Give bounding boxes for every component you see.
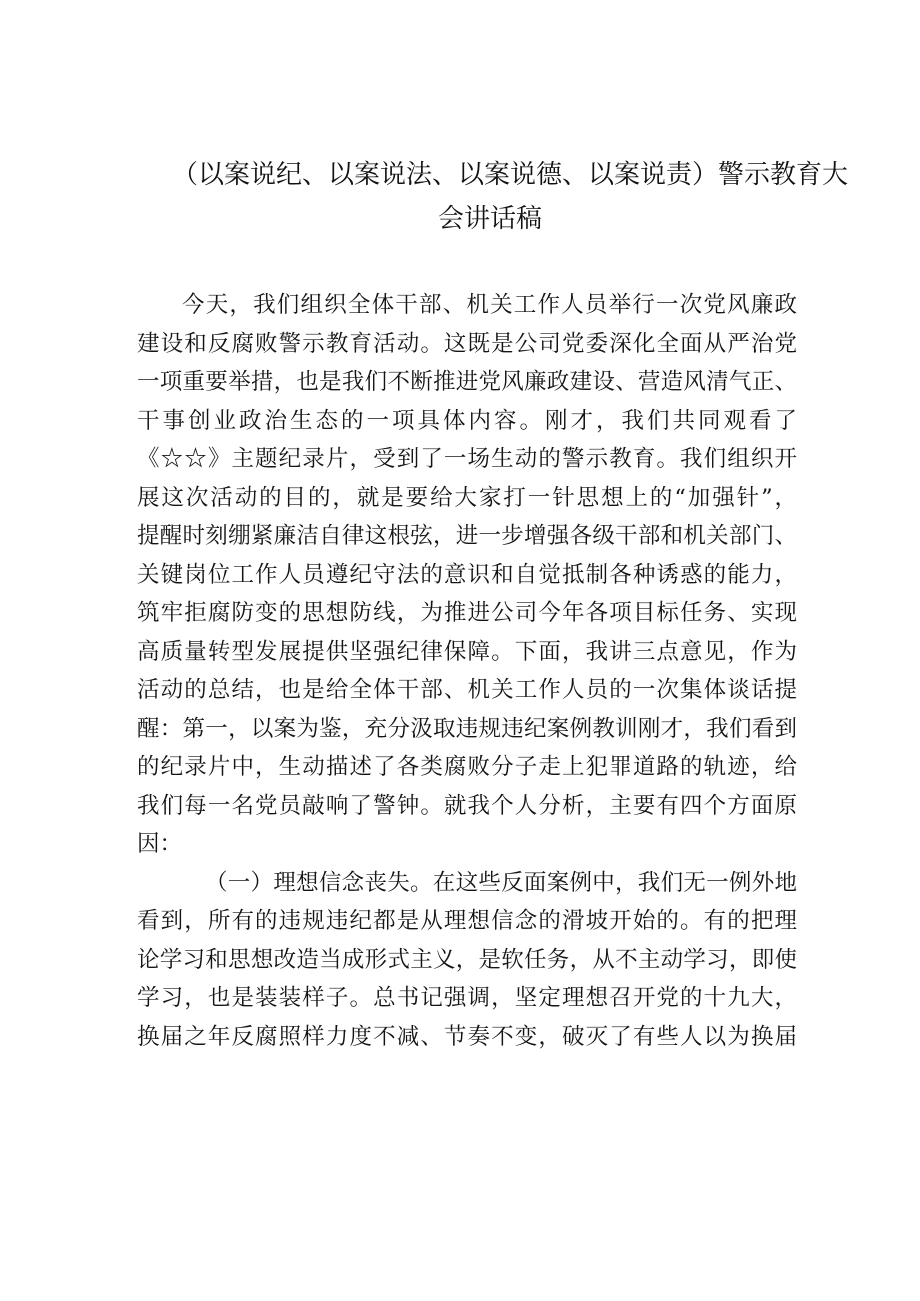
text-line: 展这次活动的目的，就是要给大家打一针思想上的“加强针”， bbox=[137, 484, 797, 511]
paragraph-ideals bbox=[137, 864, 797, 1057]
text-line: 醒：第一，以案为鉴，充分汲取违规违纪案例教训刚才，我们看到 bbox=[137, 715, 797, 742]
text-line: 干事创业政治生态的一项具体内容。刚才，我们共同观看了 bbox=[137, 407, 797, 434]
document-title bbox=[160, 153, 849, 241]
text-line: 《☆☆》主题纪录片，受到了一场生动的警示教育。我们组织开 bbox=[137, 446, 797, 472]
text-line: 关键岗位工作人员遵纪守法的意识和自觉抵制各种诱惑的能力， bbox=[137, 561, 797, 588]
text-line: 换届之年反腐照样力度不减、节奏不变，破灭了有些人以为换届 bbox=[137, 1023, 797, 1050]
paragraph-intro bbox=[137, 286, 797, 864]
text-line: 高质量转型发展提供坚强纪律保障。下面，我讲三点意见，作为 bbox=[137, 638, 797, 665]
title-line-2: 会讲话稿 bbox=[437, 204, 542, 234]
text-line: 论学习和思想改造当成形式主义，是软任务，从不主动学习，即使 bbox=[137, 946, 797, 973]
text-line: 筑牢拒腐防变的思想防线，为推进公司今年各项目标任务、实现 bbox=[137, 600, 797, 626]
text-line: 的纪录片中，生动描述了各类腐败分子走上犯罪道路的轨迹，给 bbox=[137, 754, 797, 780]
text-line: 今天，我们组织全体干部、机关工作人员举行一次党风廉政 bbox=[182, 292, 797, 318]
text-line: 提醒时刻绷紧廉洁自律这根弦，进一步增强各级干部和机关部门、 bbox=[137, 523, 797, 549]
title-line-1: （以案说纪、以案说法、以案说德、以案说责）警示教育大 bbox=[172, 160, 849, 190]
text-line: 一项重要举措，也是我们不断推进党风廉政建设、营造风清气正、 bbox=[137, 369, 797, 395]
text-line: 建设和反腐败警示教育活动。这既是公司党委深化全面从严治党 bbox=[137, 330, 797, 357]
text-line: 因： bbox=[137, 831, 183, 857]
text-line: 我们每一名党员敲响了警钟。就我个人分析，主要有四个方面原 bbox=[137, 792, 797, 819]
text-line: 活动的总结，也是给全体干部、机关工作人员的一次集体谈话提 bbox=[137, 677, 797, 703]
text-line: 看到，所有的违规违纪都是从理想信念的滑坡开始的。有的把理 bbox=[137, 908, 797, 934]
text-line: （一）理想信念丧失。在这些反面案例中，我们无一例外地 bbox=[205, 869, 797, 896]
text-line: 学习，也是装装样子。总书记强调，坚定理想召开党的十九大， bbox=[137, 985, 797, 1011]
document-body bbox=[137, 286, 797, 1056]
